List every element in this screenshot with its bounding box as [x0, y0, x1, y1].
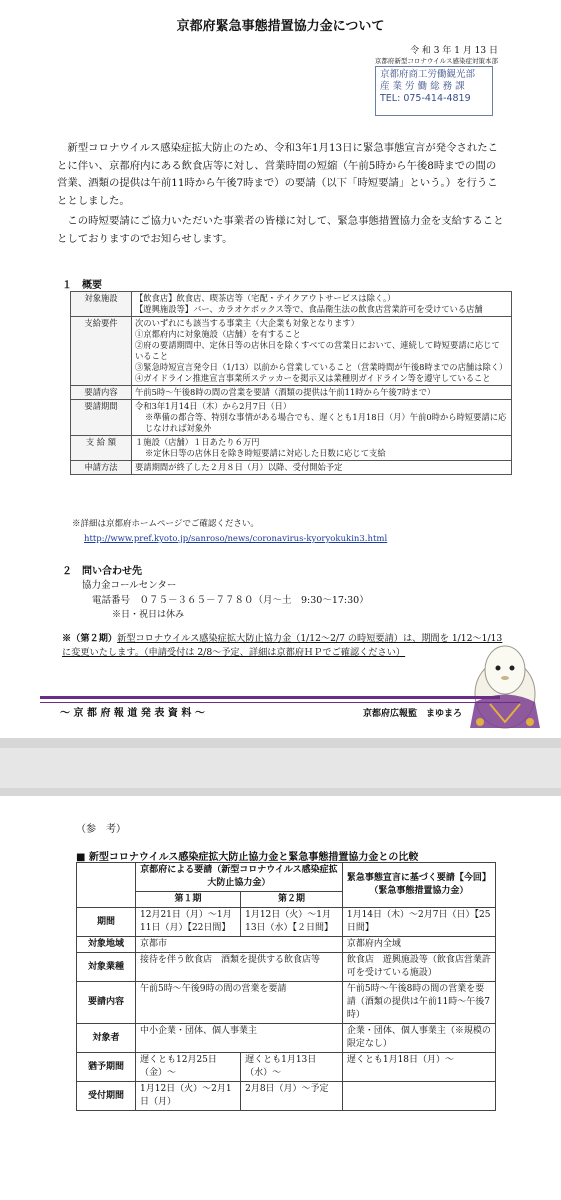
phase2-change-note: [62, 632, 507, 660]
stamp-line: 産 業 労 働 総 務 課: [380, 81, 465, 92]
table-header-row: [77, 863, 496, 892]
detail-note: ※詳細は京都府ホームページでご確認ください。: [72, 519, 259, 529]
row-value: [132, 317, 512, 386]
row-label: 期間: [77, 908, 136, 937]
amount-note: ※定休日等の店休日を除き時短要請に対応した日数に応じて支給: [145, 448, 386, 458]
comparison-table: [76, 862, 496, 1111]
cell: 12月21日（月）〜1月11日（月）【22日間】: [136, 908, 241, 937]
page-gap: [0, 748, 561, 788]
note-text: 新型コロナウイルス感染症拡大防止協力金（1/12〜2/7 の時短要請）は、期間を 1/12〜1/13 に変更いたします。（申請受付は 2/8〜予定、詳細は京都府ＨＰでご確認ください）: [62, 633, 503, 658]
release-date: 令 和 3 年 1 月 13 日: [410, 46, 498, 56]
stamp-line: 京都府商工労働観光部: [380, 69, 476, 80]
requirement-line: ③緊急時短宣言発令日（1/13）以前から営業していること（営業時間が午後8時までの店舗は除く）: [135, 362, 508, 372]
cell: 企業・団体、個人事業主（※規模の限定なし）: [342, 1024, 495, 1053]
row-label: 支 給 額: [71, 436, 132, 461]
header-prefecture-request: 京都府による要請（新型コロナウイルス感染症拡大防止協力金）: [136, 863, 343, 892]
section-overview-heading: １ 概要: [62, 280, 102, 291]
table-row: [71, 292, 512, 317]
row-label: 猶予期間: [77, 1053, 136, 1082]
target-line: 【遊興施設等】バー、カラオケボックス等で、食品衛生法の飲食店営業許可を受けている店舗: [135, 304, 483, 314]
header-phase2: 第２期: [241, 892, 343, 908]
row-value: 要請期間が終了した２月８日（月）以降、受付開始予定: [132, 461, 512, 475]
requirement-line: ④ガイドライン推進宣言事業所ステッカーを掲示又は業種別ガイドライン等を遵守していること: [135, 373, 491, 383]
header-phase1: 第１期: [136, 892, 241, 908]
row-label: 対象業種: [77, 953, 136, 982]
reference-label: （参 考）: [76, 824, 126, 835]
table-row: [77, 953, 496, 982]
row-label: 要請内容: [71, 386, 132, 400]
requirement-line: 次のいずれにも該当する事業主（大企業も対象となります）: [135, 318, 360, 328]
cell: 京都府内全域: [342, 937, 495, 953]
cell: [342, 1082, 495, 1111]
cell: 接待を伴う飲食店 酒類を提供する飲食店等: [136, 953, 343, 982]
requirement-line: ②府の要請期間中、定休日等の店休日を除くすべての営業日において、連続して時短要請に応じていること: [135, 340, 500, 361]
cell: 1月14日（木）〜2月7日（日）【25日間】: [342, 908, 495, 937]
table-row: [71, 461, 512, 475]
amount-line: １施設（店舗）１日あたり６万円: [135, 437, 260, 447]
table-row: [77, 1082, 496, 1111]
kyoto-pref-link[interactable]: http://www.pref.kyoto.jp/sanroso/news/coronavirus-kyoryokukin3.html: [84, 534, 388, 544]
row-label: 要請内容: [77, 982, 136, 1024]
period-line: 令和3年1月14日（木）から2月7日（日）: [135, 401, 292, 411]
row-label: 要請期間: [71, 400, 132, 436]
row-value: 午前5時〜午後8時の間の営業を要請（酒類の提供は午前11時から午後7時まで）: [132, 386, 512, 400]
row-label: 申請方法: [71, 461, 132, 475]
department-stamp: [375, 66, 493, 116]
row-label: 対象者: [77, 1024, 136, 1053]
cell: 1月12日（火）〜1月13日（水）【２日間】: [241, 908, 343, 937]
holiday-note: ※日・祝日は休み: [112, 610, 185, 620]
requirement-line: ①京都府内に対象施設（店舗）を有すること: [135, 329, 301, 339]
mayumaro-mascot-icon: [460, 632, 550, 732]
row-value: [132, 292, 512, 317]
reference-page: [0, 796, 561, 1200]
row-label: 対象施設: [71, 292, 132, 317]
cell: 午前5時〜午後9時の間の営業を要請: [136, 982, 343, 1024]
note-prefix: ※（第２期）: [62, 633, 118, 644]
period-note: ※準備の都合等、特別な事情がある場合でも、遅くとも1月18日（月）午前0時から時短要請に応じなければ対象外: [145, 412, 507, 433]
table-row: [77, 1053, 496, 1082]
intro-paragraph: 新型コロナウイルス感染症拡大防止のため、令和3年1月13日に緊急事態宣言が発令されたことに伴い、京都府内にある飲食店等に対し、営業時間の短縮（午前5時から午後8時までの間の営業、酒類の提供は午前11時から午後7時まで）の要請（以下「時短要請」という。）を行うこととしました。: [57, 142, 499, 207]
cell: 1月12日（火）〜2月1日（月）: [136, 1082, 241, 1111]
overview-table: [70, 291, 512, 475]
cell: 午前5時〜午後8時の間の営業を要請（酒類の提供は午前11時〜午後7時）: [342, 982, 495, 1024]
footer-label: 〜 京 都 府 報 道 発 表 資 料 〜: [60, 708, 205, 719]
table-row: [77, 937, 496, 953]
table-row: [71, 436, 512, 461]
cell: 2月8日（月）〜予定: [241, 1082, 343, 1111]
phone-number: 電話番号 ０７５－３６５－７７８０（月〜土 9:30〜17:30）: [92, 595, 369, 606]
cell: 遅くとも1月18日（月）〜: [342, 1053, 495, 1082]
table-row: [71, 317, 512, 386]
row-label: 対象地域: [77, 937, 136, 953]
cell: 遅くとも12月25日（金）〜: [136, 1053, 241, 1082]
document-title: 京都府緊急事態措置協力金について: [176, 19, 385, 34]
section-contact-heading: ２ 問い合わせ先: [62, 566, 142, 577]
row-value: [132, 400, 512, 436]
stamp-line: TEL: 075-414-4819: [380, 93, 471, 104]
issuer-name: 京都府新型コロナウイルス感染症対策本部: [374, 57, 498, 65]
cell: 飲食店 遊興施設等（飲食店営業許可を受けている施設）: [342, 953, 495, 982]
table-row: [77, 982, 496, 1024]
intro-paragraph-2: この時短要請にご協力いただいた事業者の皆様に対して、緊急事態措置協力金を支給することとしておりますのでお知らせします。: [57, 215, 504, 245]
row-label: 受付期間: [77, 1082, 136, 1111]
header-emergency-request: 緊急事態宣言に基づく要請【今回】（緊急事態措置協力金）: [342, 863, 495, 908]
cell: 京都市: [136, 937, 343, 953]
table-row: [71, 400, 512, 436]
row-value: [132, 436, 512, 461]
page-separator: [0, 738, 561, 796]
header-empty: [77, 863, 136, 908]
cell: 中小企業・団体、個人事業主: [136, 1024, 343, 1053]
target-line: 【飲食店】飲食店、喫茶店等（宅配・テイクアウトサービスは除く。）: [135, 293, 396, 303]
table-row: [77, 908, 496, 937]
table-row: [71, 386, 512, 400]
row-label: 支給要件: [71, 317, 132, 386]
call-center-name: 協力金コールセンター: [82, 580, 177, 591]
footer-divider: [40, 696, 500, 699]
footer-mascot-credit: 京都府広報監 まゆまろ: [363, 709, 463, 719]
cell: 遅くとも1月13日（水）〜: [241, 1053, 343, 1082]
table-row: [77, 1024, 496, 1053]
comparison-title: ■ 新型コロナウイルス感染症拡大防止協力金と緊急事態措置協力金との比較: [76, 852, 419, 863]
footer-divider-thin: [40, 702, 520, 703]
